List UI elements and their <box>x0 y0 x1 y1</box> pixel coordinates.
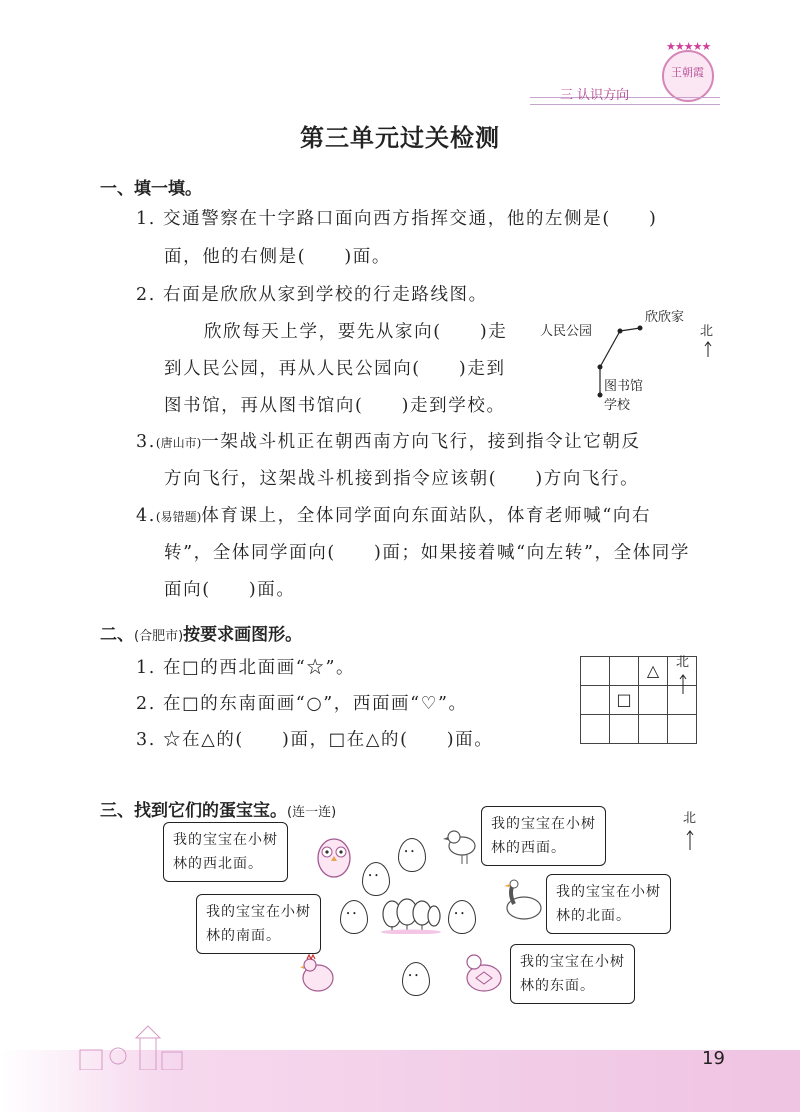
part1-heading: 一、填一填。 <box>100 179 202 199</box>
park-point <box>618 329 623 334</box>
part2-heading-prefix: 二、 <box>100 625 134 645</box>
turtle-icon[interactable] <box>460 948 508 998</box>
map-north-label: 北 <box>700 324 714 339</box>
grid-cell[interactable] <box>610 657 639 686</box>
bubble-line: 林的西面。 <box>491 840 566 856</box>
bubble-bird <box>481 806 606 866</box>
q2-line1: 2. 右面是欣欣从家到学校的行走路线图。 <box>136 285 488 305</box>
bubble-line: 我的宝宝在小树 <box>556 884 661 900</box>
owl-icon[interactable] <box>312 830 356 880</box>
bubble-line: 我的宝宝在小树 <box>491 816 596 832</box>
bubble-line: 林的北面。 <box>556 908 631 924</box>
page-title: 第三单元过关检测 <box>300 124 500 152</box>
map-park-label: 人民公园 <box>540 324 593 339</box>
part2-q1: 1. 在□的西北面画“☆”。 <box>136 658 356 678</box>
bubble-line: 林的东面。 <box>520 978 595 994</box>
grid-cell[interactable] <box>610 715 639 744</box>
bubble-line: 我的宝宝在小树 <box>520 954 625 970</box>
part3-heading-note: (连一连) <box>287 805 337 820</box>
grid-square: □ <box>610 686 639 715</box>
badge-text: 王朝霞 <box>671 66 704 79</box>
egg[interactable] <box>362 862 390 896</box>
q2-line3: 到人民公园，再从人民公园向( )走到 <box>164 359 506 379</box>
bubble-line: 我的宝宝在小树 <box>206 904 311 920</box>
bubble-owl <box>163 822 288 882</box>
page-number: 19 <box>702 1048 725 1069</box>
bubble-line: 我的宝宝在小树 <box>173 832 278 848</box>
bubble-line: 林的南面。 <box>206 928 281 944</box>
egg[interactable] <box>340 900 368 934</box>
q3-line2: 方向飞行，这架战斗机接到指令应该朝( )方向飞行。 <box>164 469 640 489</box>
q1-line2: 面，他的右侧是( )面。 <box>164 247 391 267</box>
map-home-label: 欣欣家 <box>645 310 685 325</box>
library-point <box>598 365 603 370</box>
q4-line2: 转”，全体同学面向( )面；如果接着喊“向左转”，全体同学 <box>164 543 690 563</box>
part2-heading <box>100 620 302 645</box>
badge-stars: ★★★★★ <box>666 40 711 53</box>
woods-icon <box>380 898 442 934</box>
part3-north-label: 北 <box>683 811 697 826</box>
map-school-label: 学校 <box>604 398 631 413</box>
part3-north-arrow <box>683 828 697 852</box>
bird-icon[interactable] <box>440 822 484 866</box>
bubble-line: 林的西北面。 <box>173 856 263 872</box>
q4-line1: 体育课上，全体同学面向东面站队，体育老师喊“向右 <box>201 506 652 526</box>
q4-num: 4. <box>136 506 156 526</box>
egg[interactable] <box>448 900 476 934</box>
q4-line3: 面向( )面。 <box>164 580 296 600</box>
egg[interactable] <box>402 962 430 996</box>
home-point <box>638 326 643 331</box>
q4-tag: (易错题) <box>155 510 202 524</box>
route-park-home <box>620 328 640 331</box>
bubble-hen <box>196 894 321 954</box>
part3-heading-text: 三、找到它们的蛋宝宝。 <box>100 801 287 821</box>
grid-cell[interactable] <box>668 715 697 744</box>
part2-q2: 2. 在□的东南面画“○”，西面画“♡”。 <box>136 694 468 714</box>
section-label: 三 认识方向 <box>560 88 630 103</box>
route-map <box>540 300 740 420</box>
bubble-turtle <box>510 944 635 1004</box>
part3-heading <box>100 796 336 821</box>
grid-triangle: △ <box>639 657 668 686</box>
q2-line4: 图书馆，再从图书馆向( )走到学校。 <box>164 396 506 416</box>
q2-line2: 欣欣每天上学，要先从家向( )走 <box>204 322 508 342</box>
grid-north-arrow <box>676 672 690 696</box>
q3-line1: 一架战斗机正在朝西南方向飞行，接到指令让它朝反 <box>201 432 641 452</box>
castle-decoration-icon <box>70 1024 190 1070</box>
part2-heading-rest: 按要求画图形。 <box>183 625 303 645</box>
q3-tag: (唐山市) <box>155 436 202 450</box>
grid-cell[interactable] <box>581 686 610 715</box>
grid-cell[interactable] <box>639 686 668 715</box>
grid-cell[interactable] <box>581 715 610 744</box>
bubble-goose <box>546 874 671 934</box>
part2-heading-tag: (合肥市) <box>134 629 184 644</box>
grid-north-label: 北 <box>676 655 690 670</box>
route-park-library <box>600 331 620 367</box>
part2-q3: 3. ☆在△的( )面，□在△的( )面。 <box>136 730 494 750</box>
map-library-label: 图书馆 <box>604 379 644 394</box>
grid-cell[interactable] <box>581 657 610 686</box>
grid-cell[interactable] <box>639 715 668 744</box>
q3-num: 3. <box>136 432 156 452</box>
goose-icon[interactable] <box>498 876 546 924</box>
egg[interactable] <box>398 838 426 872</box>
q1-line1: 1. 交通警察在十字路口面向西方指挥交通，他的左侧是( ) <box>136 209 658 229</box>
school-point <box>598 393 603 398</box>
hen-icon[interactable] <box>296 950 340 998</box>
